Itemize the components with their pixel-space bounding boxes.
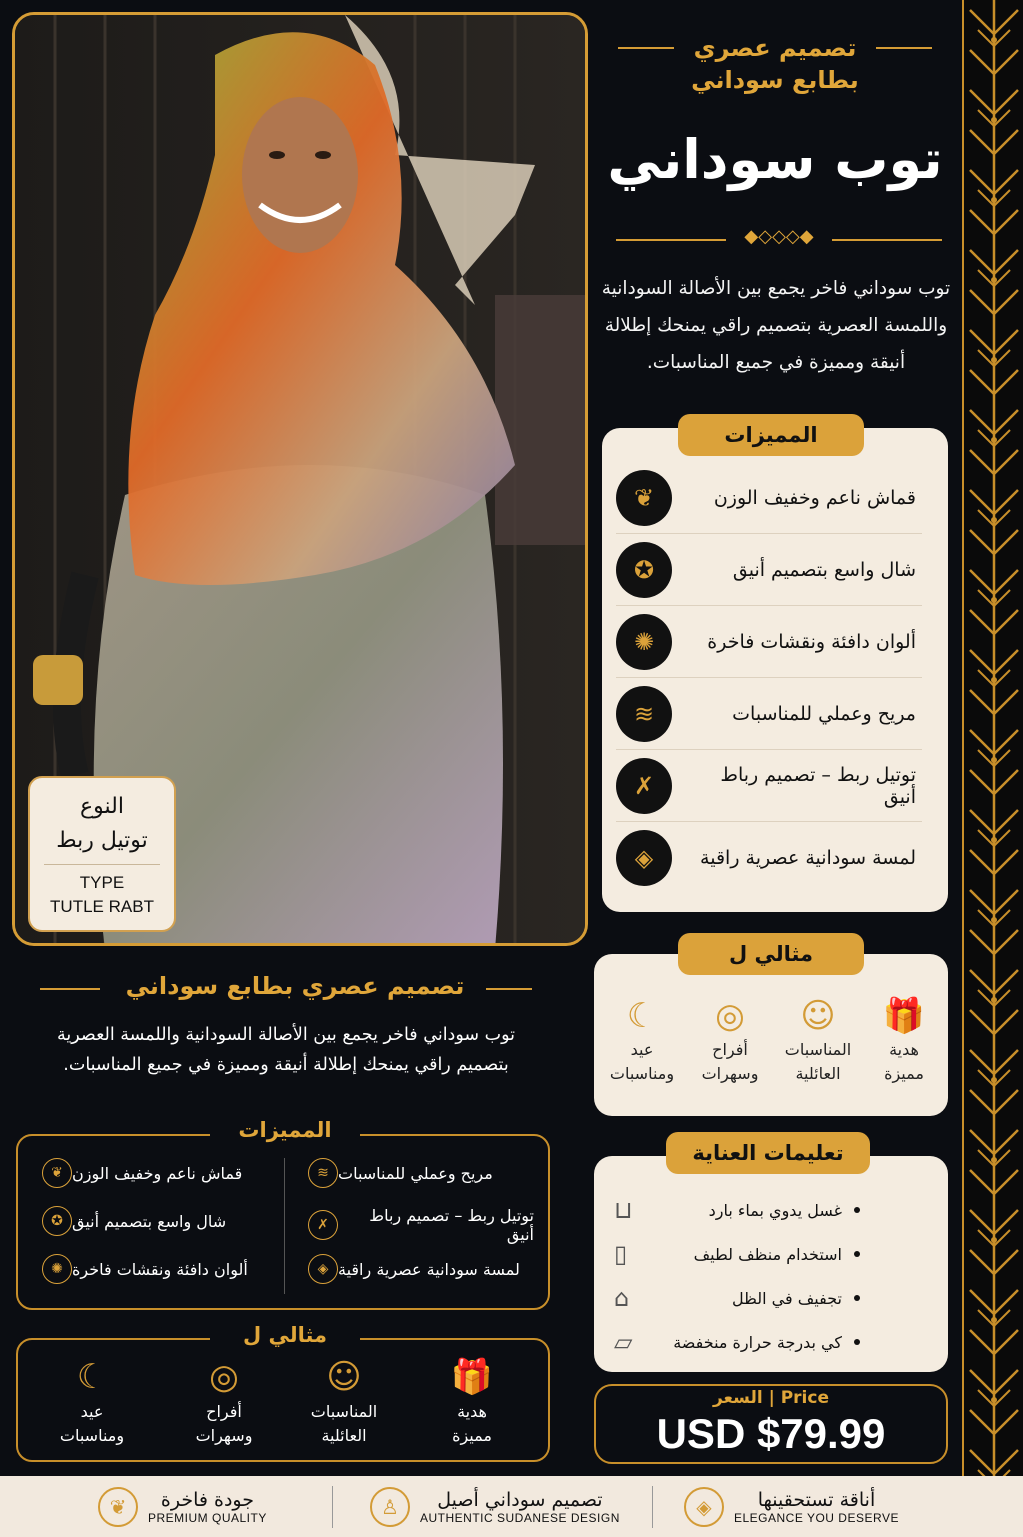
lower-feature-label: قماش ناعم وخفيف الوزن [72, 1163, 243, 1183]
lower-feature-label: شال واسع بتصميم أنيق [72, 1211, 227, 1231]
occasion-item [864, 994, 944, 1086]
award-icon: ✪ [42, 1206, 72, 1236]
feature-label: مريح وعملي للمناسبات [732, 702, 916, 725]
care-item [594, 1188, 948, 1232]
bottom-bar-title: تصميم سوداني أصيل [437, 1488, 603, 1511]
feature-item [616, 606, 922, 678]
award-icon: ✪ [616, 542, 672, 598]
feature-label: توتيل ربط – تصميم رباط أنيق [720, 763, 916, 808]
divider [40, 988, 100, 990]
feature-item [616, 534, 922, 606]
palette-icon: ✺ [616, 614, 672, 670]
lower-occasion-item [294, 1354, 394, 1448]
occasions-card [594, 954, 948, 1116]
occasion-line1: أفراح [206, 1402, 242, 1421]
wind-icon: ≋ [308, 1158, 338, 1188]
occasion-line2: العائلية [795, 1064, 841, 1083]
care-item [594, 1320, 948, 1364]
occasion-line1: عيد [630, 1040, 654, 1059]
kicker [600, 32, 950, 96]
ornament-divider: ◆◇◇◇◆ [616, 232, 942, 248]
knot-icon: ✗ [616, 758, 672, 814]
kicker-line2: بطابع سوداني [691, 66, 859, 94]
care-item [594, 1232, 948, 1276]
bottom-bar [0, 1476, 1023, 1537]
kicker-line1: تصميم عصري [693, 34, 857, 62]
lower-feature-label: مريح وعملي للمناسبات [338, 1163, 493, 1183]
family-icon: ☺ [326, 1357, 362, 1397]
lower-feature-item [300, 1206, 534, 1244]
crescent-icon: ☾ [626, 996, 658, 1036]
occasion-line2: مميزة [884, 1064, 924, 1083]
bottom-bar-subtitle: ELEGANCE YOU DESERVE [734, 1510, 899, 1525]
feature-label: قماش ناعم وخفيف الوزن [713, 486, 916, 509]
occasion-item [690, 994, 770, 1086]
care-label: كي بدرجة حرارة منخفضة [673, 1332, 842, 1352]
occasion-line2: ومناسبات [609, 1064, 675, 1083]
palette-icon: ✺ [42, 1254, 72, 1284]
divider [486, 988, 532, 990]
occasion-item [778, 994, 858, 1086]
gift-icon: 🎁 [882, 996, 926, 1036]
occasion-line2: العائلية [321, 1426, 367, 1445]
care-title: تعليمات العناية [666, 1132, 870, 1174]
features-title: المميزات [678, 414, 864, 456]
feature-label: شال واسع بتصميم أنيق [732, 558, 916, 581]
page-title: توب سوداني [607, 128, 943, 191]
features-list [616, 462, 922, 902]
bottom-bar-item [684, 1476, 899, 1537]
lower-feature-label: توتيل ربط – تصميم رباط أنيق [369, 1206, 534, 1244]
feature-item [616, 678, 922, 750]
feature-item [616, 462, 922, 534]
lower-occasion-item [42, 1354, 142, 1448]
occasion-line2: وسهرات [701, 1064, 759, 1083]
description: توب سوداني فاخر يجمع بين الأصالة السودانية واللمسة العصرية بتصميم راقي يمنحك إطلالة أنيقة ومميزة في جميع المناسبات. [601, 278, 951, 373]
care-label: استخدام منظف لطيف [693, 1244, 842, 1264]
occasion-item [602, 994, 682, 1086]
price-value: USD $79.99 [656, 1410, 886, 1457]
lower-feature-item [34, 1158, 268, 1188]
care-item [594, 1276, 948, 1320]
occasions-title: مثالي ل [678, 933, 864, 975]
diamond-icon: ◈ [684, 1487, 724, 1527]
lower-occasion-item [422, 1354, 522, 1448]
type-label-ar: النوع [80, 794, 124, 819]
handwash-icon: ⊔ [614, 1196, 633, 1224]
lower-features-title: المميزات [210, 1118, 360, 1148]
care-label: غسل يدوي بماء بارد [708, 1200, 842, 1220]
occasion-line1: المناسبات [784, 1040, 852, 1059]
decorative-border [962, 0, 1023, 1476]
type-value-ar: توتيل ربط [56, 828, 148, 853]
occasion-line1: هدية [889, 1040, 919, 1059]
diamond-icon: ◈ [616, 830, 672, 886]
detergent-icon: ▯ [614, 1240, 628, 1268]
bottom-bar-subtitle: AUTHENTIC SUDANESE DESIGN [420, 1510, 620, 1525]
feature-item [616, 822, 922, 894]
wind-icon: ≋ [616, 686, 672, 742]
feature-label: لمسة سودانية عصرية راقية [700, 847, 916, 869]
occasions-list [594, 994, 948, 1114]
care-label: تجفيف في الظل [732, 1288, 842, 1308]
hanger-icon: ⌂ [614, 1284, 630, 1312]
occasion-line1: المناسبات [310, 1402, 378, 1421]
type-card [28, 776, 176, 932]
leaf-icon: ❦ [98, 1487, 138, 1527]
type-label-en: TYPE [79, 873, 125, 892]
bottom-bar-title: أناقة تستحقينها [757, 1488, 876, 1511]
occasion-line2: مميزة [452, 1426, 492, 1445]
occasion-line2: ومناسبات [59, 1426, 125, 1445]
lower-feature-item [34, 1254, 268, 1284]
leaf-icon: ❦ [42, 1158, 72, 1188]
dress-form-icon: ♙ [370, 1487, 410, 1527]
lower-feature-item [300, 1158, 534, 1188]
occasion-line1: هدية [457, 1402, 487, 1421]
feature-item [616, 750, 922, 822]
gift-icon: 🎁 [450, 1357, 494, 1397]
diamond-icon: ◈ [308, 1254, 338, 1284]
care-card [594, 1156, 948, 1372]
bottom-bar-title: جودة فاخرة [160, 1488, 254, 1511]
lower-occasion-item [174, 1354, 274, 1448]
feature-label: ألوان دافئة ونقشات فاخرة [707, 630, 916, 653]
bottom-bar-item [370, 1476, 620, 1537]
leaf-icon: ❦ [616, 470, 672, 526]
price-box [594, 1384, 948, 1464]
lower-occasions-title: مثالي ل [210, 1323, 360, 1353]
rings-icon: ◎ [209, 1357, 239, 1397]
iron-icon: ▱ [614, 1328, 633, 1356]
lower-feature-item [34, 1206, 268, 1236]
lower-feature-label: لمسة سودانية عصرية راقية [338, 1259, 520, 1279]
family-icon: ☺ [800, 996, 836, 1036]
bottom-bar-item [98, 1476, 267, 1537]
care-list [594, 1188, 948, 1368]
features-card [602, 428, 948, 912]
lower-subtitle: تصميم عصري بطابع سوداني [125, 972, 465, 1000]
price-label: السعر | Price [712, 1388, 829, 1408]
occasion-line2: وسهرات [195, 1426, 253, 1445]
lower-feature-item [300, 1254, 534, 1284]
lower-description: توب سوداني فاخر يجمع بين الأصالة السودانية واللمسة العصرية بتصميم راقي يمنحك إطلالة أنيقة ومميزة في جميع المناسبات. [57, 1025, 515, 1075]
knot-icon: ✗ [308, 1210, 338, 1240]
occasion-line1: أفراح [712, 1040, 748, 1059]
type-value-en: TUTLE RABT [50, 897, 154, 916]
lower-features-box [16, 1134, 550, 1310]
rings-icon: ◎ [715, 996, 745, 1036]
bottom-bar-subtitle: PREMIUM QUALITY [148, 1510, 267, 1525]
lower-feature-label: ألوان دافئة ونقشات فاخرة [72, 1259, 248, 1279]
lower-occasions-box [16, 1338, 550, 1462]
occasion-line1: عيد [80, 1402, 104, 1421]
crescent-icon: ☾ [76, 1357, 108, 1397]
